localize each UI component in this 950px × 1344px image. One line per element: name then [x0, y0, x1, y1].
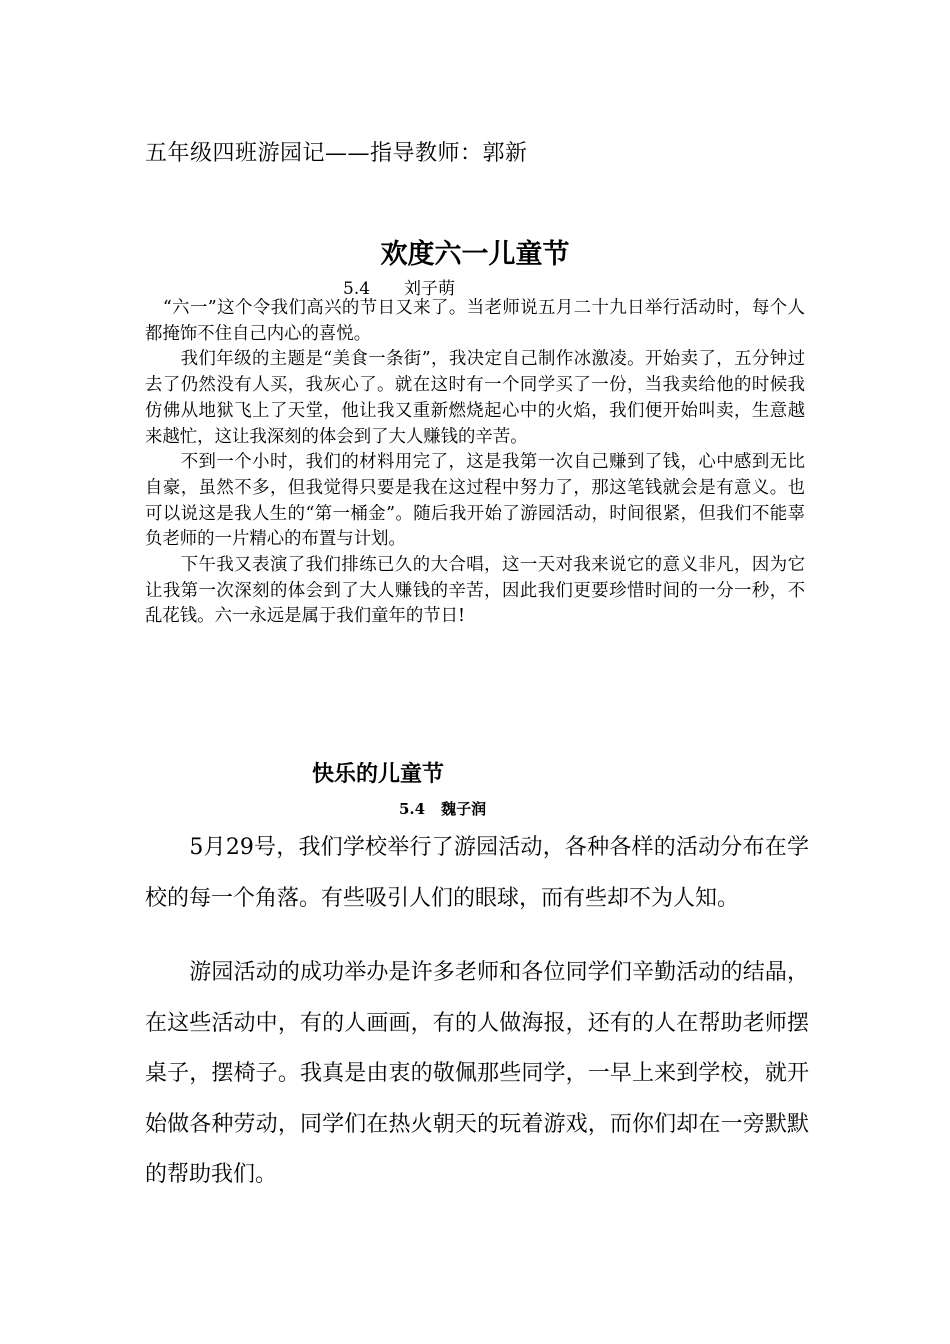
essay2-paragraph: 游园活动的成功举办是许多老师和各位同学们辛勤活动的结晶，在这些活动中，有的人画画，有的人做海报，还有的人在帮助老师摆桌子，摆椅子。我真是由衷的敬佩那些同学，一早上来到学校，就开始做各种劳动，同学们在热火朝天的玩着游戏，而你们却在一旁默默的帮助我们。 — [145, 960, 809, 1187]
essay2-date: 5.4 — [399, 800, 426, 818]
essay2-paragraph: 5月29号，我们学校举行了游园活动，各种各样的活动分布在学校的每一个角落。有些吸引人们的眼球，而有些却不为人知。 — [145, 835, 809, 911]
essay2-byline — [399, 798, 486, 819]
essay1-date: 5.4 — [343, 279, 371, 299]
essay1-paragraph: 不到一个小时，我们的材料用完了，这是我第一次自己赚到了钱，心中感到无比自豪，虽然不多，但我觉得只要是我在这过程中努力了，那这笔钱就会是有意义。也可以说这是我人生的“第一桶金”。随后我开始了游园活动，时间很紧，但我们不能辜负老师的一片精心的布置与计划。 — [145, 452, 805, 550]
essay1-body — [145, 296, 805, 630]
essay2-body — [145, 823, 809, 1201]
class-header: 五年级四班游园记——指导教师：郭新 — [145, 141, 528, 166]
essay2-title: 快乐的儿童节 — [312, 761, 445, 787]
essay1-title: 欢度六一儿童节 — [380, 239, 570, 270]
essay1-paragraph: 我们年级的主题是“美食一条街”，我决定自己制作冰激凌。开始卖了，五分钟过去了仍然没有人买，我灰心了。就在这时有一个同学买了一份，当我卖给他的时候我仿佛从地狱飞上了天堂，他让我又重新燃烧起心中的火焰，我们便开始叫卖，生意越来越忙，这让我深刻的体会到了大人赚钱的辛苦。 — [145, 349, 805, 447]
essay1-paragraph: “六一”这个令我们高兴的节日又来了。当老师说五月二十九日举行活动时，每个人都掩饰不住自己内心的喜悦。 — [145, 298, 805, 344]
essay1-paragraph: 下午我又表演了我们排练已久的大合唱，这一天对我来说它的意义非凡，因为它让我第一次深刻的体会到了大人赚钱的辛苦，因此我们更要珍惜时间的一分一秒，不乱花钱。六一永远是属于我们童年的节日! — [145, 555, 805, 627]
essay2-author: 魏子润 — [441, 800, 487, 818]
essay1-author: 刘子萌 — [404, 279, 456, 299]
